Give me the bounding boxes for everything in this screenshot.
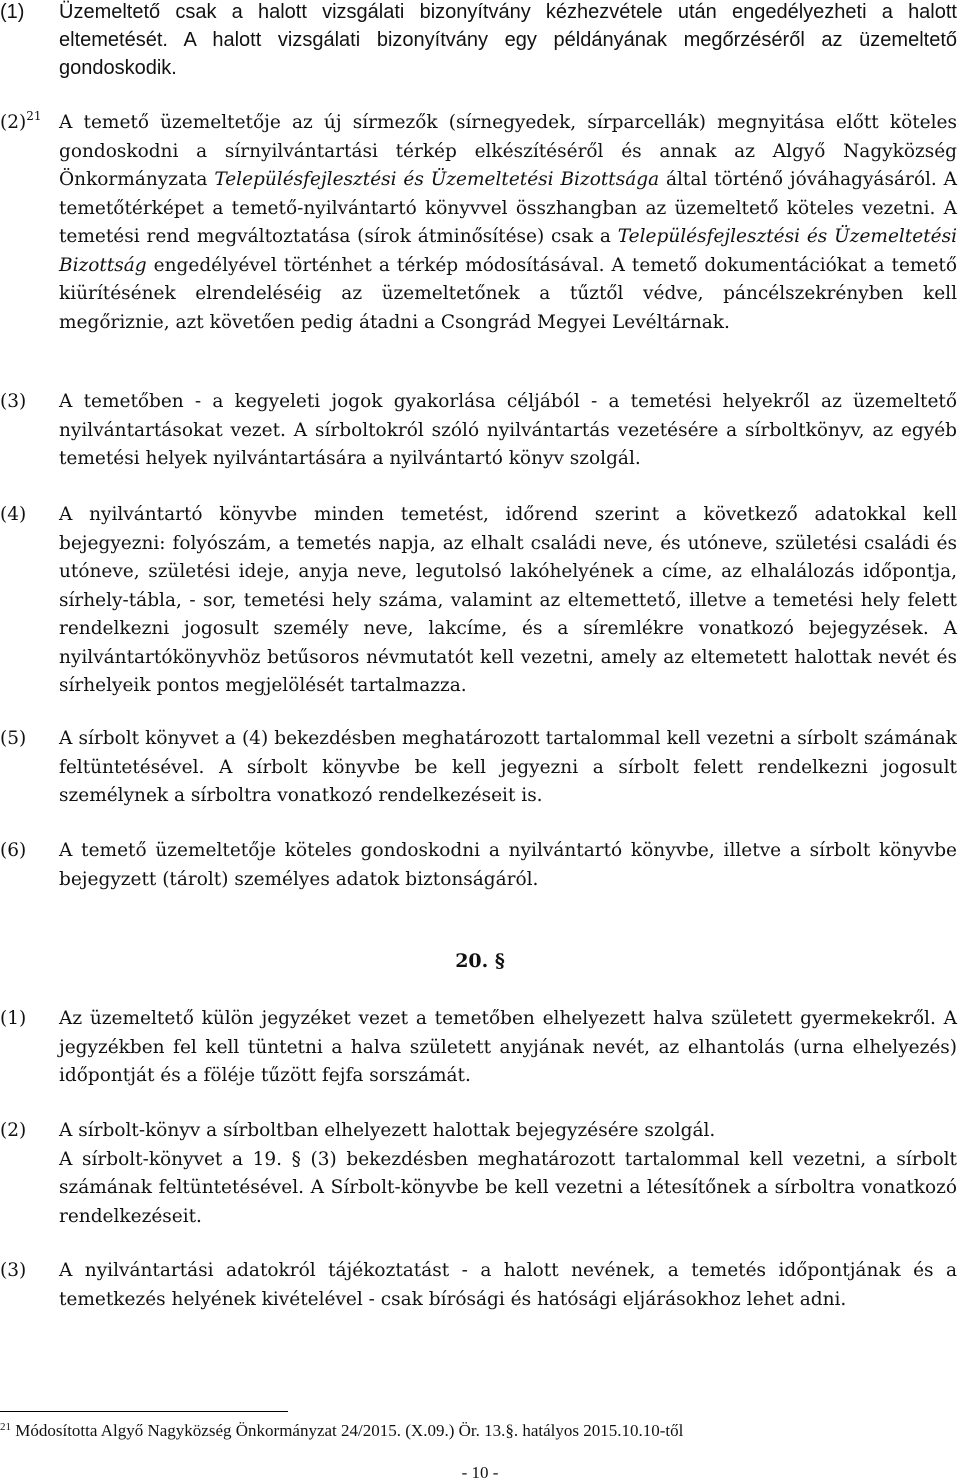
paragraph-19-3 (0, 388, 957, 474)
paragraph-number: (3) (0, 391, 27, 412)
paragraph-number: (1) (0, 1, 25, 23)
paragraph-text: A sírbolt-könyvet a 19. § (3) bekezdésben meghatározott tartalommal kell vezetni, a sírbolt számának feltüntetésével. A Sírbolt-könyvbe be kell vezetni a létesítőnek a sírboltra vonatkozó rendelkezéseit. (59, 1148, 957, 1227)
paragraph-19-5 (0, 725, 957, 811)
paragraph-text: Az üzemeltető külön jegyzéket vezet a temetőben elhelyezett halva született gyermekekről. A jegyzékben fel kell tüntetni a halva született anyjának nevét, az elhantolás (urna elhelyezés) időpontját és a föléje tűzött fejfa sorszámát. (59, 1008, 957, 1086)
footnote-reference[interactable]: 21 (26, 109, 42, 123)
footnote-separator (0, 1411, 288, 1412)
paragraph-text: A nyilvántartó könyvbe minden temetést, időrend szerint a következő adatokkal kell bejegyezni: folyószám, a temetés napja, az elhalt családi neve, és utóneve, születési családi és utóneve, születési ideje, anyja neve, legutolsó lakóhelyének a címe, az elhalálozás időpontja, sírhely-tábla, - sor, temetési hely száma, valamint az eltemettető, illetve a temetési hely felett rendelkezni jogosult személy neve, lakcíme, és a síremlékre vonatkozó bejegyzések. A nyilvántartókönyvhöz betűsoros névmutatót kell vezetni, amely az eltemetett halottak nevét és sírhelyeik pontos megjelölését tartalmazza. (59, 504, 957, 696)
section-heading: 20. § (455, 950, 505, 972)
committee-name: Településfejlesztési és Üzemeltetési Bizottsága (214, 169, 660, 190)
paragraph-number: (1) (0, 1008, 27, 1029)
committee-name: Településfejlesztési és Üzemeltetési Bizottság (59, 226, 957, 276)
footnote-text: Módosította Algyő Nagyközség Önkormányzat 24/2015. (X.09.) Ör. 13.§. hatályos 2015.10.10-től (15, 1421, 684, 1440)
footnote (0, 1420, 960, 1442)
paragraph-first-line: A sírbolt-könyv a sírboltban elhelyezett halottak bejegyzésére szolgál. (59, 1120, 716, 1141)
paragraph-19-1 (0, 0, 957, 82)
paragraph-number: (2) (0, 1120, 27, 1141)
paragraph-19-6 (0, 837, 957, 894)
paragraph-20-1 (0, 1005, 957, 1091)
paragraph-text: A sírbolt könyvet a (4) bekezdésben meghatározott tartalommal kell vezetni a sírbolt számának feltüntetésével. A sírbolt könyvbe be kell jegyezni a sírbolt felett rendelkezni jogosult személynek a sírboltra vonatkozó rendelkezéseit is. (59, 728, 957, 806)
paragraph-19-4 (0, 501, 957, 701)
paragraph-text: Üzemeltető csak a halott vizsgálati bizonyítvány kézhezvétele után engedélyezheti a halott eltemetését. A halott vizsgálati bizonyítvány egy példányának megőrzéséről az üzemeltető gondoskodik. (59, 1, 957, 79)
page-number: - 10 - (461, 1463, 499, 1482)
paragraph-number: (5) (0, 728, 27, 749)
paragraph-20-2 (0, 1117, 957, 1231)
paragraph-text: A temető üzemeltetője az új sírmezők (sírnegyedek, sírparcellák) megnyitása előtt köteles gondoskodni a sírnyilvántartási térkép elkészítéséről és annak az Algyő Nagyközség Önkormányzata Településfejlesztési és Üzemeltetési Bizottsága által történő jóváhagyásáról. A temetőtérképet a temető-nyilvántartó könyvvel összhangban az üzemeltető köteles vezetni. A temetési rend megváltoztatása (sírok átminősítése) csak a Településfejlesztési és Üzemeltetési Bizottság engedélyével történhet a térkép módosításával. A temető dokumentációkat a temető kiürítésének elrendeléséig az üzemeltetőnek a tűztől védve, páncélszekrényben kell megőriznie, azt követően pedig átadni a Csongrád Megyei Levéltárnak. (59, 112, 957, 333)
paragraph-number: (6) (0, 840, 27, 861)
paragraph-text: A temetőben - a kegyeleti jogok gyakorlása céljából - a temetési helyekről az üzemeltető nyilvántartásokat vezet. A sírboltokról szóló nyilvántartás vezetésére a sírboltkönyv, az egyéb temetési helyek nyilvántartására a nyilvántartó könyv szolgál. (59, 391, 957, 469)
paragraph-19-2 (0, 109, 957, 337)
paragraph-number: (2) (0, 112, 27, 133)
paragraph-number: (4) (0, 504, 27, 525)
paragraph-number: (3) (0, 1260, 27, 1281)
paragraph-20-3 (0, 1257, 957, 1314)
paragraph-text: A nyilvántartási adatokról tájékoztatást - a halott nevének, a temetés időpontjának és a temetkezés helyének kivételével - csak bírósági és hatósági eljárásokhoz lehet adni. (59, 1260, 957, 1310)
paragraph-text: A temető üzemeltetője köteles gondoskodni a nyilvántartó könyvbe, illetve a sírbolt könyvbe bejegyzett (tárolt) személyes adatok biztonságáról. (59, 840, 957, 890)
footnote-number: 21 (0, 1421, 11, 1433)
